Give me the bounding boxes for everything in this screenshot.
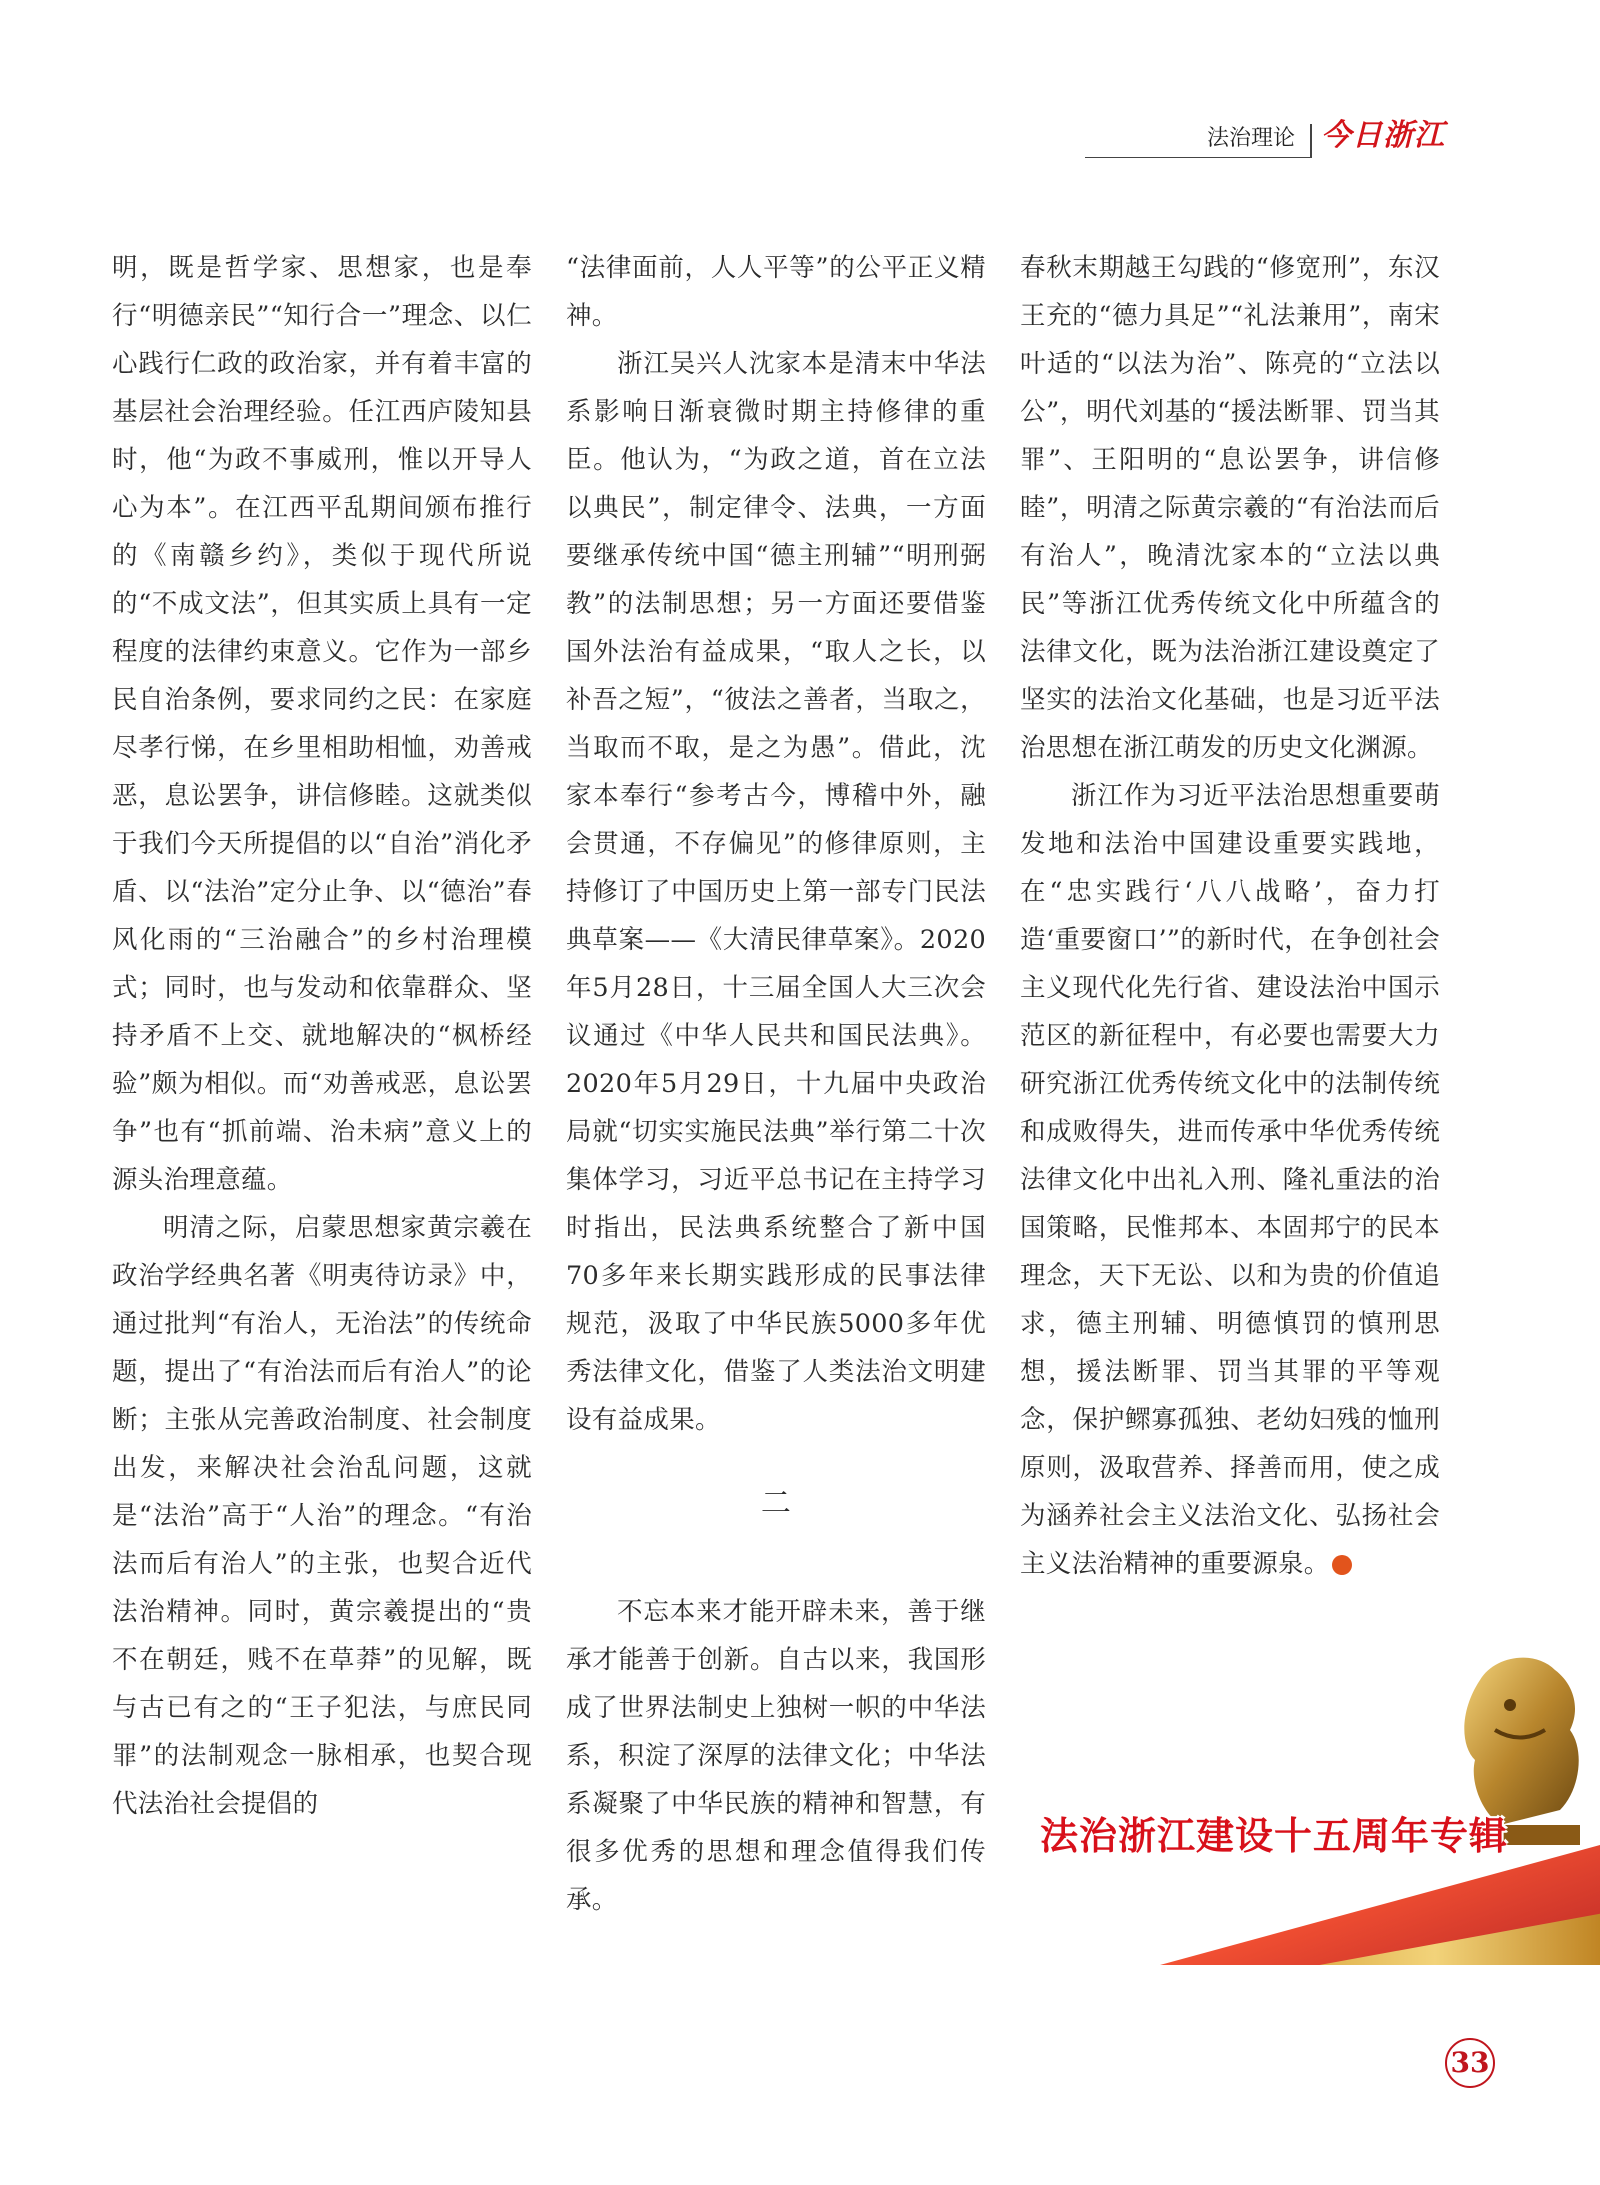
section-title: 法治理论: [1206, 126, 1295, 151]
section-heading: 二: [760, 1486, 792, 1521]
header-rule: [1085, 157, 1310, 158]
paragraph: 明清之际，启蒙思想家黄宗羲在政治学经典名著《明夷待访录》中，通过批判“有治人，无治法”的传统命题，提出了“有治法而后有治人”的论断；主张从完善政治制度、社会制度出发，来解决社会治乱问题，这就是“法治”高于“人治”的理念。“有治法而后有治人”的主张，也契合近代法治精神。同时，黄宗羲提出的“贵不在朝廷，贱不在草莽”的见解，既与古已有之的“王子犯法，与庶民同罪”的法制观念一脉相承，也契合现代法治社会提倡的: [112, 1213, 532, 1819]
special-issue-banner: [1040, 1805, 1600, 1965]
page-number: 33: [1445, 2038, 1495, 2088]
header-separator: [1310, 124, 1312, 158]
column-1: [112, 244, 532, 1828]
paragraph-text: 浙江作为习近平法治思想重要萌发地和法治中国建设重要实践地，在“忠实践行‘八八战略’，奋力打造‘重要窗口’”的新时代，在争创社会主义现代化先行省、建设法治中国示范区的新征程中，有必要也需要大力研究浙江优秀传统文化中的法制传统和成败得失，进而传承中华优秀传统法律文化中出礼入刑、隆礼重法的治国策略，民惟邦本、本固邦宁的民本理念，天下无讼、以和为贵的价值追求，德主刑辅、明德慎罚的慎刑思想，援法断罪、罚当其罪的平等观念，保护鳏寡孤独、老幼妇残的恤刑原则，汲取营养、择善而用，使之成为涵养社会主义法治文化、弘扬社会主义法治精神的重要源泉。: [1020, 781, 1440, 1579]
paragraph: 明，既是哲学家、思想家，也是奉行“明德亲民”“知行合一”理念、以仁心践行仁政的政治家，并有着丰富的基层社会治理经验。任江西庐陵知县时，他“为政不事威刑，惟以开导人心为本”。在江西平乱期间颁布推行的《南赣乡约》，类似于现代所说的“不成文法”，但其实质上具有一定程度的法律约束意义。它作为一部乡民自治条例，要求同约之民：在家庭尽孝行悌，在乡里相助相恤，劝善戒恶，息讼罢争，讲信修睦。这就类似于我们今天所提倡的以“自治”消化矛盾、以“法治”定分止争、以“德治”春风化雨的“三治融合”的乡村治理模式；同时，也与发动和依靠群众、坚持矛盾不上交、就地解决的“枫桥经验”颇为相似。而“劝善戒恶，息讼罢争”也有“抓前端、治未病”意义上的源头治理意蕴。: [112, 253, 532, 1195]
column-3: [1020, 244, 1440, 1588]
column-2: [566, 244, 986, 1924]
paragraph: [1020, 772, 1440, 1588]
paragraph: 春秋末期越王勾践的“修宽刑”，东汉王充的“德力具足”“礼法兼用”，南宋叶适的“以法为治”、陈亮的“立法以公”，明代刘基的“援法断罪、罚当其罪”、王阳明的“息讼罢争，讲信修睦”，明清之际黄宗羲的“有治法而后有治人”，晚清沈家本的“立法以典民”等浙江优秀传统文化中所蕴含的法律文化，既为法治浙江建设奠定了坚实的法治文化基础，也是习近平法治思想在浙江萌发的历史文化渊源。: [1020, 253, 1440, 763]
paragraph: “法律面前，人人平等”的公平正义精神。: [566, 253, 986, 331]
paragraph: 浙江吴兴人沈家本是清末中华法系影响日渐衰微时期主持修律的重臣。他认为，“为政之道，首在立法以典民”，制定律令、法典，一方面要继承传统中国“德主刑辅”“明刑弼教”的法制思想；另一方面还要借鉴国外法治有益成果，“取人之长，以补吾之短”，“彼法之善者，当取之，当取而不取，是之为愚”。借此，沈家本奉行“参考古今，博稽中外，融会贯通，不存偏见”的修律原则，主持修订了中国历史上第一部专门民法典草案——《大清民律草案》。2020年5月28日，十三届全国人大三次会议通过《中华人民共和国民法典》。2020年5月29日，十九届中央政治局就“切实实施民法典”举行第二十次集体学习，习近平总书记在主持学习时指出，民法典系统整合了新中国70多年来长期实践形成的民事法律规范，汲取了中华民族5000多年优秀法律文化，借鉴了人类法治文明建设有益成果。: [566, 349, 986, 1435]
banner-title: 法治浙江建设十五周年专辑: [1040, 1814, 1509, 1858]
article-end-icon: [1332, 1555, 1352, 1575]
magazine-logo: 今日浙江: [1321, 118, 1445, 153]
page-header: [1085, 118, 1445, 158]
paragraph: 不忘本来才能开辟未来，善于继承才能善于创新。自古以来，我国形成了世界法制史上独树一帜的中华法系，积淀了深厚的法律文化；中华法系凝聚了中华民族的精神和智慧，有很多优秀的思想和理念值得我们传承。: [566, 1597, 986, 1915]
